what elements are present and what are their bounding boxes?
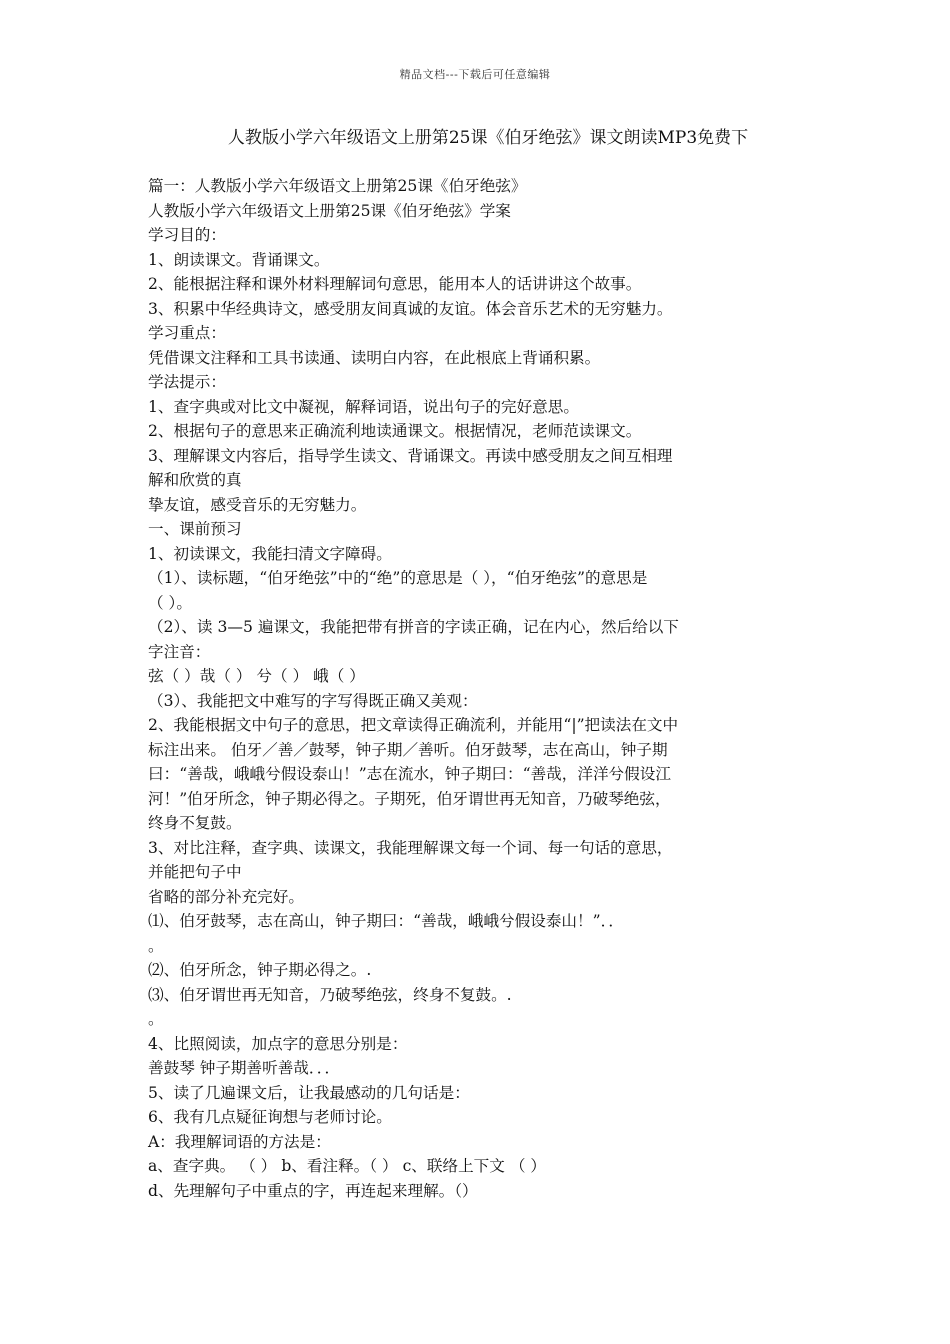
body-line: 1、初读课文，我能扫清文字障碍。 bbox=[148, 544, 392, 563]
body-line: 挚友谊，感受音乐的无穷魅力。 bbox=[148, 495, 367, 514]
body-line: 。 bbox=[148, 1010, 164, 1028]
body-line: 终身不复鼓。 bbox=[148, 814, 242, 832]
body-line: ⑶、伯牙谓世再无知音，乃破琴绝弦，终身不复鼓。. bbox=[148, 985, 512, 1004]
body-line: 篇一：人教版小学六年级语文上册第25课《伯牙绝弦》 bbox=[148, 177, 527, 195]
body-line: 曰：“善哉，峨峨兮假设泰山！”志在流水，钟子期曰：“善哉，洋洋兮假设江 bbox=[148, 765, 671, 783]
body-line: 2、能根据注释和课外材料理解词句意思，能用本人的话讲讲这个故事。 bbox=[148, 275, 642, 293]
body-line: d、先理解句子中重点的字，再连起来理解。（） bbox=[148, 1181, 478, 1200]
body-line: ⑴、伯牙鼓琴，志在高山，钟子期曰：“善哉，峨峨兮假设泰山！”．． bbox=[148, 912, 624, 930]
body-line: 学法提示： bbox=[148, 373, 226, 391]
body-line: 1、朗读课文。背诵课文。 bbox=[148, 250, 330, 269]
body-line: 人教版小学六年级语文上册第25课《伯牙绝弦》学案 bbox=[148, 201, 511, 220]
body-line: （ ）。 bbox=[148, 593, 192, 612]
body-line: 1、查字典或对比文中凝视，解释词语，说出句子的完好意思。 bbox=[148, 397, 579, 416]
body-line: （2）、读 3—5 遍课文，我能把带有拼音的字读正确，记在内心，然后给以下 bbox=[148, 618, 679, 636]
body-line: 3、积累中华经典诗文，感受朋友间真诚的友谊。体会音乐艺术的无穷魅力。 bbox=[148, 299, 673, 318]
body-line: 2、我能根据文中句子的意思，把文章读得正确流利，并能用“|”把读法在文中 bbox=[148, 716, 679, 734]
body-line: 3、对比注释，查字典、读课文，我能理解课文每一个词、每一句话的意思， bbox=[148, 838, 673, 857]
body-line: 5、读了几遍课文后，让我最感动的几句话是： bbox=[148, 1083, 470, 1102]
body-line: a、查字典。 （ ） b、看注释。（ ） c、联络上下文 （ ） bbox=[148, 1157, 546, 1175]
body-line: 凭借课文注释和工具书读通、读明白内容，在此根底上背诵积累。 bbox=[148, 348, 601, 367]
body-line: （3）、我能把文中难写的字写得既正确又美观： bbox=[148, 691, 478, 710]
body-line: 省略的部分补充完好。 bbox=[148, 887, 304, 906]
body-line: （1）、读标题，“伯牙绝弦”中的“绝”的意思是（ ），“伯牙绝弦”的意思是 bbox=[148, 569, 648, 587]
body-line: 学习重点： bbox=[148, 324, 226, 342]
body-line: 学习目的： bbox=[148, 226, 226, 244]
body-line: A：我理解词语的方法是： bbox=[148, 1132, 331, 1151]
body-line: 4、比照阅读，加点字的意思分别是： bbox=[148, 1034, 408, 1053]
body-line: ⑵、伯牙所念，钟子期必得之。. bbox=[148, 961, 372, 979]
body-line: 标注出来。 伯牙／善／鼓琴，钟子期／善听。伯牙鼓琴，志在高山，钟子期 bbox=[148, 740, 668, 759]
body-line: 一、课前预习 bbox=[148, 520, 242, 538]
body-line: 3、理解课文内容后，指导学生读文、背诵课文。再读中感受朋友之间互相理 bbox=[148, 446, 673, 465]
document-title: 人教版小学六年级语文上册第25课《伯牙绝弦》课文朗读MP3免费下 bbox=[227, 128, 749, 148]
body-line: 善鼓琴 钟子期善听善哉．．． bbox=[148, 1059, 341, 1077]
body-line: 字注音： bbox=[148, 642, 211, 661]
body-line: 河！”伯牙所念，钟子期必得之。子期死，伯牙谓世再无知音，乃破琴绝弦， bbox=[148, 789, 671, 808]
body-line: 2、根据句子的意思来正确流利地读通课文。根据情况，老师范读课文。 bbox=[148, 422, 642, 440]
body-line: 弦（ ）哉（ ） 兮（ ） 峨（ ） bbox=[148, 667, 365, 685]
header-note: 精品文档---下载后可任意编辑 bbox=[399, 68, 551, 81]
body-line: 。 bbox=[148, 936, 164, 955]
body-line: 解和欣赏的真 bbox=[148, 471, 242, 489]
body-line: 并能把句子中 bbox=[148, 863, 242, 881]
body-line: 6、我有几点疑征询想与老师讨论。 bbox=[148, 1108, 392, 1126]
document-body bbox=[148, 174, 813, 1203]
